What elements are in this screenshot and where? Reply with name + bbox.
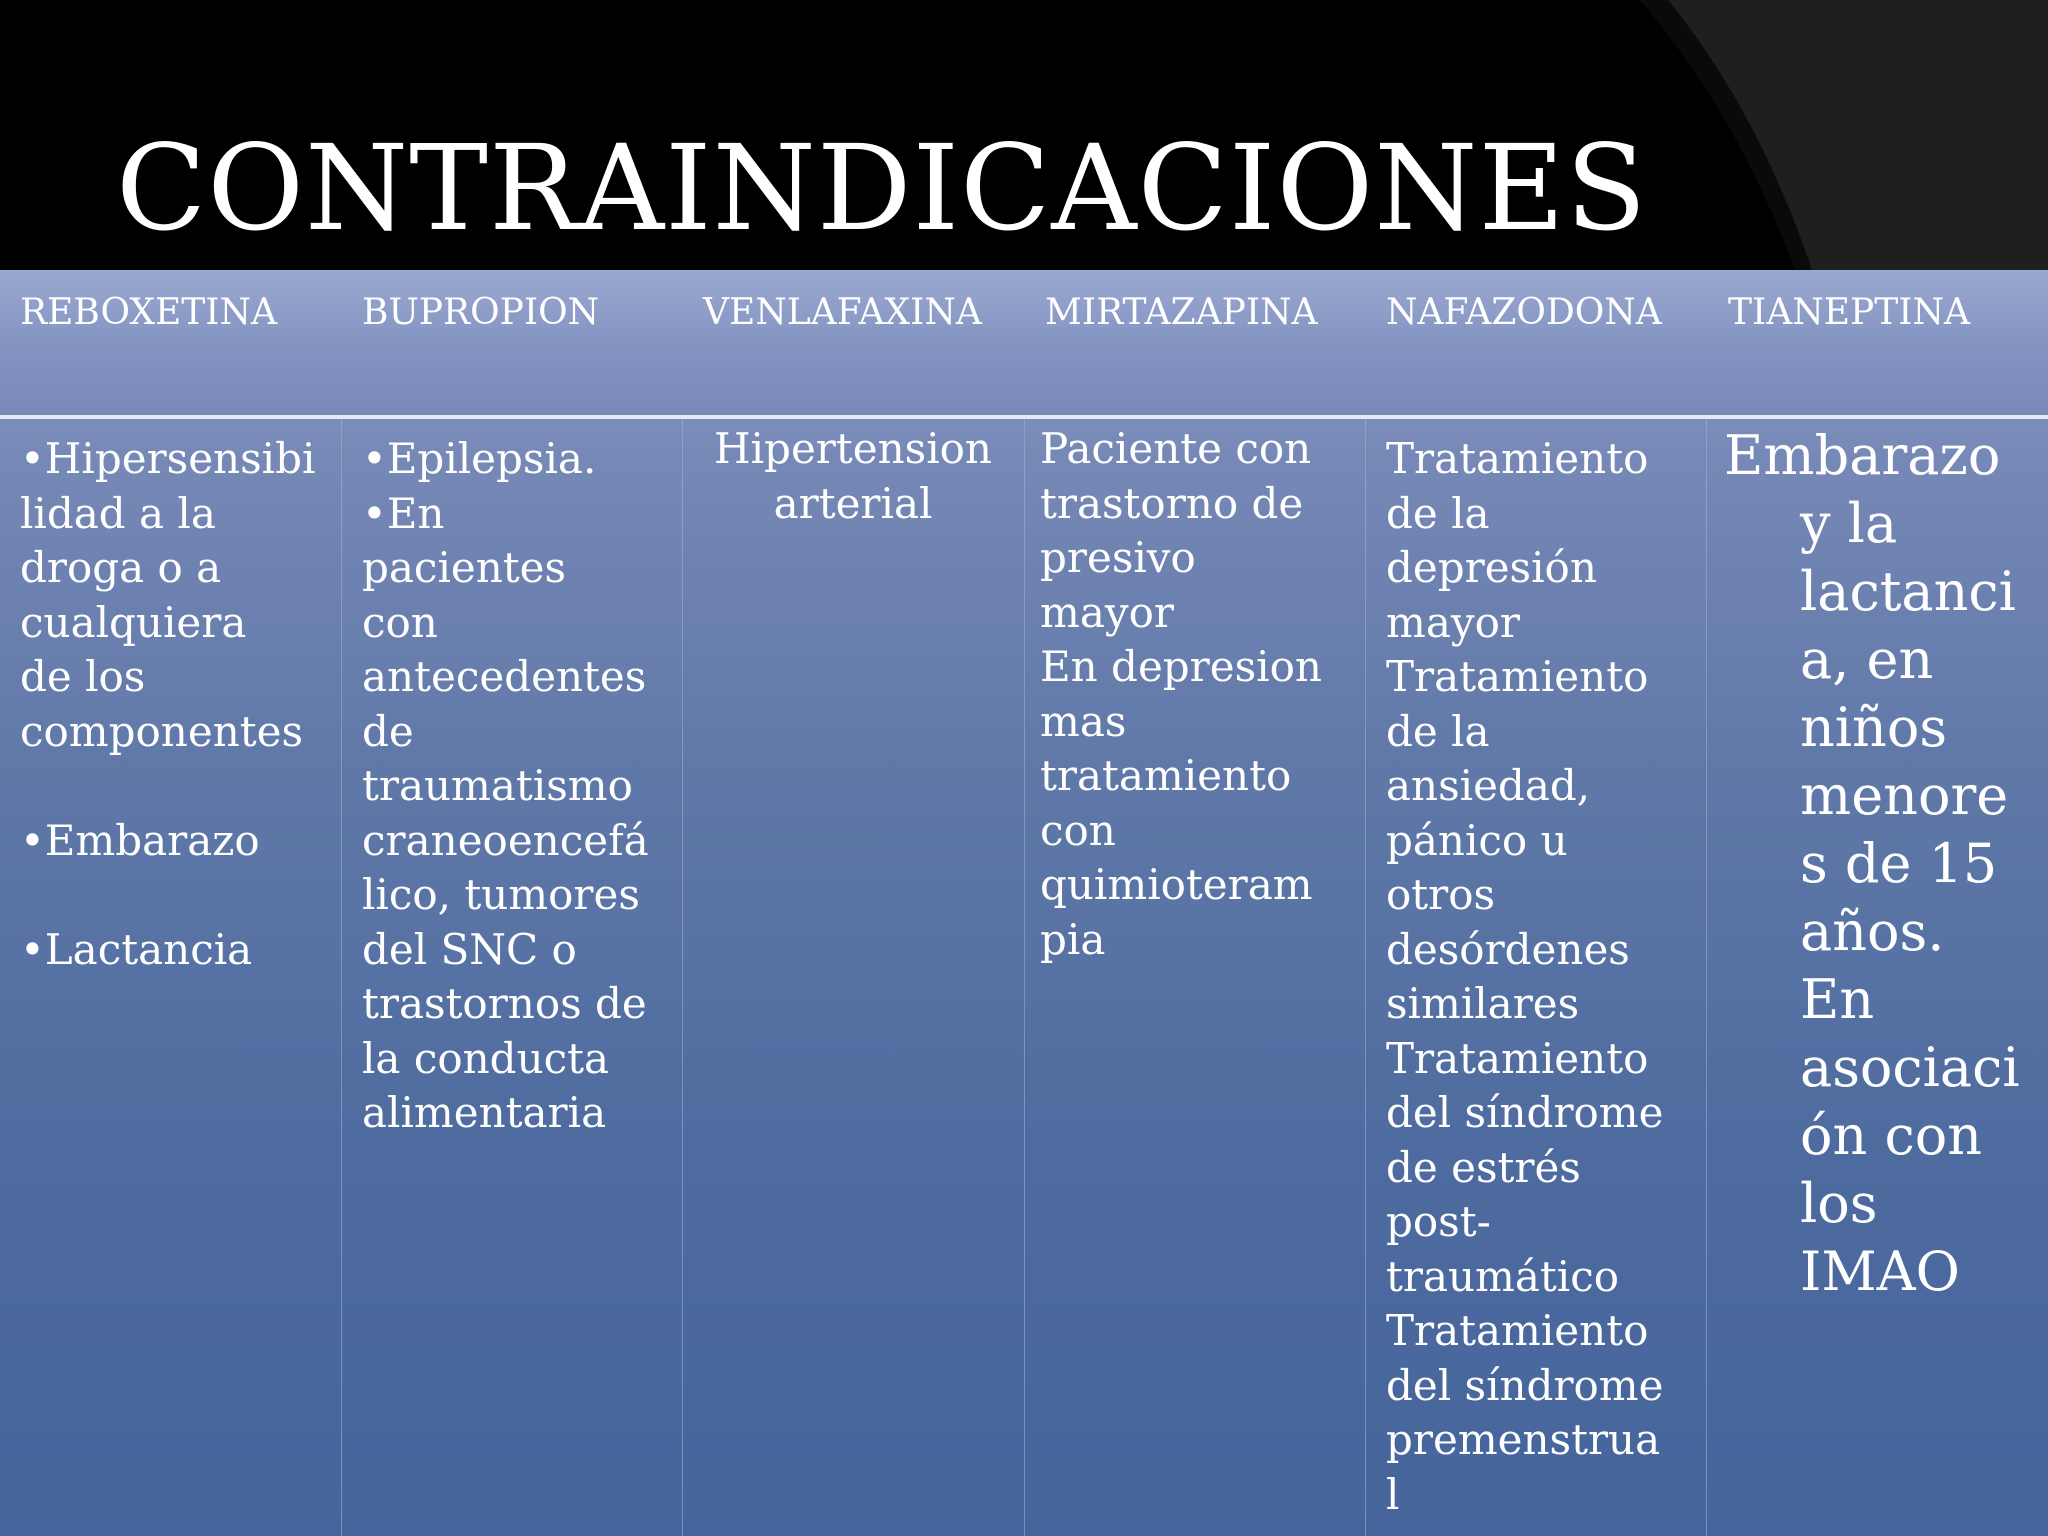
column-divider: [1706, 419, 1707, 1536]
cell-line: mayor: [1040, 587, 1174, 637]
spacer: [20, 759, 338, 814]
cell-line: del síndrome: [1386, 1088, 1664, 1137]
cell-line: •Lactancia: [20, 924, 253, 974]
cell-line: quimioteram: [1040, 860, 1313, 909]
cell-line: pánico u: [1386, 815, 1568, 865]
cell-line: mas: [1040, 696, 1127, 746]
column-divider: [1365, 419, 1366, 1536]
cell-bupropion: [362, 432, 682, 1141]
header-bupropion: BUPROPION: [362, 292, 600, 333]
cell-line: pia: [1040, 914, 1106, 964]
cell-line: de la: [1386, 488, 1490, 538]
cell-line: Paciente con: [1040, 424, 1312, 473]
column-divider: [1024, 419, 1025, 1536]
cell-line: otros: [1386, 870, 1496, 919]
cell-line: cualquiera: [20, 597, 247, 647]
cell-line: En: [1800, 968, 1875, 1031]
cell-line: menore: [1800, 764, 2009, 827]
contraindications-table: [0, 270, 2048, 1536]
slide-title: CONTRAINDICACIONES: [116, 119, 1648, 257]
cell-line: asociaci: [1800, 1036, 2020, 1099]
cell-line: l: [1386, 1469, 1400, 1519]
cell-line: mayor: [1386, 597, 1520, 647]
cell-line: premenstrua: [1386, 1415, 1661, 1464]
cell-line: ansiedad,: [1386, 761, 1591, 810]
cell-line: Tratamiento: [1386, 652, 1649, 701]
cell-line: desórdenes: [1386, 924, 1630, 974]
cell-line: craneoencefá: [362, 815, 649, 865]
table-header-row: [0, 270, 2048, 416]
cell-line: arterial: [773, 478, 933, 528]
cell-line: •Epilepsia.: [362, 434, 597, 483]
cell-line: del SNC o: [362, 924, 577, 974]
cell-line: y la: [1800, 492, 1898, 555]
cell-line: a, en: [1800, 628, 1934, 691]
cell-line: componentes: [20, 706, 304, 756]
cell-tianeptina: [1724, 422, 2044, 1306]
cell-line: depresión: [1386, 543, 1597, 592]
cell-line: pacientes: [362, 543, 567, 592]
cell-line: Hipertension: [714, 424, 992, 473]
cell-reboxetina: [20, 432, 338, 977]
header-venlafaxina: VENLAFAXINA: [703, 292, 982, 333]
cell-line: •Embarazo: [20, 815, 260, 865]
cell-line: con: [1040, 805, 1116, 855]
header-mirtazapina: MIRTAZAPINA: [1045, 292, 1318, 333]
cell-line: post-: [1386, 1197, 1491, 1246]
cell-line: antecedentes: [362, 652, 647, 701]
cell-line: lidad a la: [20, 488, 216, 538]
cell-line: del síndrome: [1386, 1360, 1664, 1410]
column-divider: [682, 419, 683, 1536]
cell-line: •Hipersensibi: [20, 434, 316, 483]
cell-line: IMAO: [1800, 1240, 1960, 1303]
cell-line: la conducta: [362, 1033, 610, 1083]
cell-line: Tratamiento: [1386, 1033, 1649, 1083]
cell-line: de los: [20, 652, 146, 701]
cell-line: similares: [1386, 979, 1580, 1028]
cell-venlafaxina: [688, 422, 1018, 531]
cell-mirtazapina: [1040, 422, 1365, 967]
cell-line: s de 15: [1800, 832, 1998, 895]
cell-line: •En: [362, 488, 445, 538]
cell-line: Tratamiento: [1386, 1306, 1649, 1355]
header-nafazodona: NAFAZODONA: [1386, 292, 1662, 333]
cell-line: de la: [1386, 706, 1490, 756]
cell-line: de: [362, 706, 414, 756]
cell-line: traumatismo: [362, 761, 633, 810]
header-reboxetina: REBOXETINA: [20, 292, 278, 333]
cell-line: niños: [1800, 696, 1948, 759]
cell-line: lactanci: [1800, 560, 2016, 623]
cell-line: tratamiento: [1040, 751, 1292, 800]
column-divider: [341, 419, 342, 1536]
spacer: [20, 868, 338, 923]
cell-line: droga o a: [20, 543, 222, 592]
cell-line: traumático: [1386, 1251, 1620, 1301]
cell-line: En depresion: [1040, 642, 1322, 691]
cell-line: años.: [1800, 900, 1945, 963]
cell-line: Tratamiento: [1386, 434, 1649, 483]
cell-line: con: [362, 597, 438, 647]
cell-line: lico, tumores: [362, 870, 640, 919]
cell-line: de estrés: [1386, 1142, 1581, 1192]
cell-line: ón con: [1800, 1104, 1982, 1167]
cell-line: trastorno de: [1040, 478, 1304, 528]
cell-line: alimentaria: [362, 1088, 607, 1137]
cell-line: los: [1800, 1172, 1878, 1235]
cell-nafazodona: [1386, 432, 1704, 1522]
cell-line: trastornos de: [362, 979, 647, 1028]
header-tianeptina: TIANEPTINA: [1728, 292, 1970, 333]
cell-line: Embarazo: [1724, 424, 2001, 487]
cell-line: presivo: [1040, 533, 1196, 582]
